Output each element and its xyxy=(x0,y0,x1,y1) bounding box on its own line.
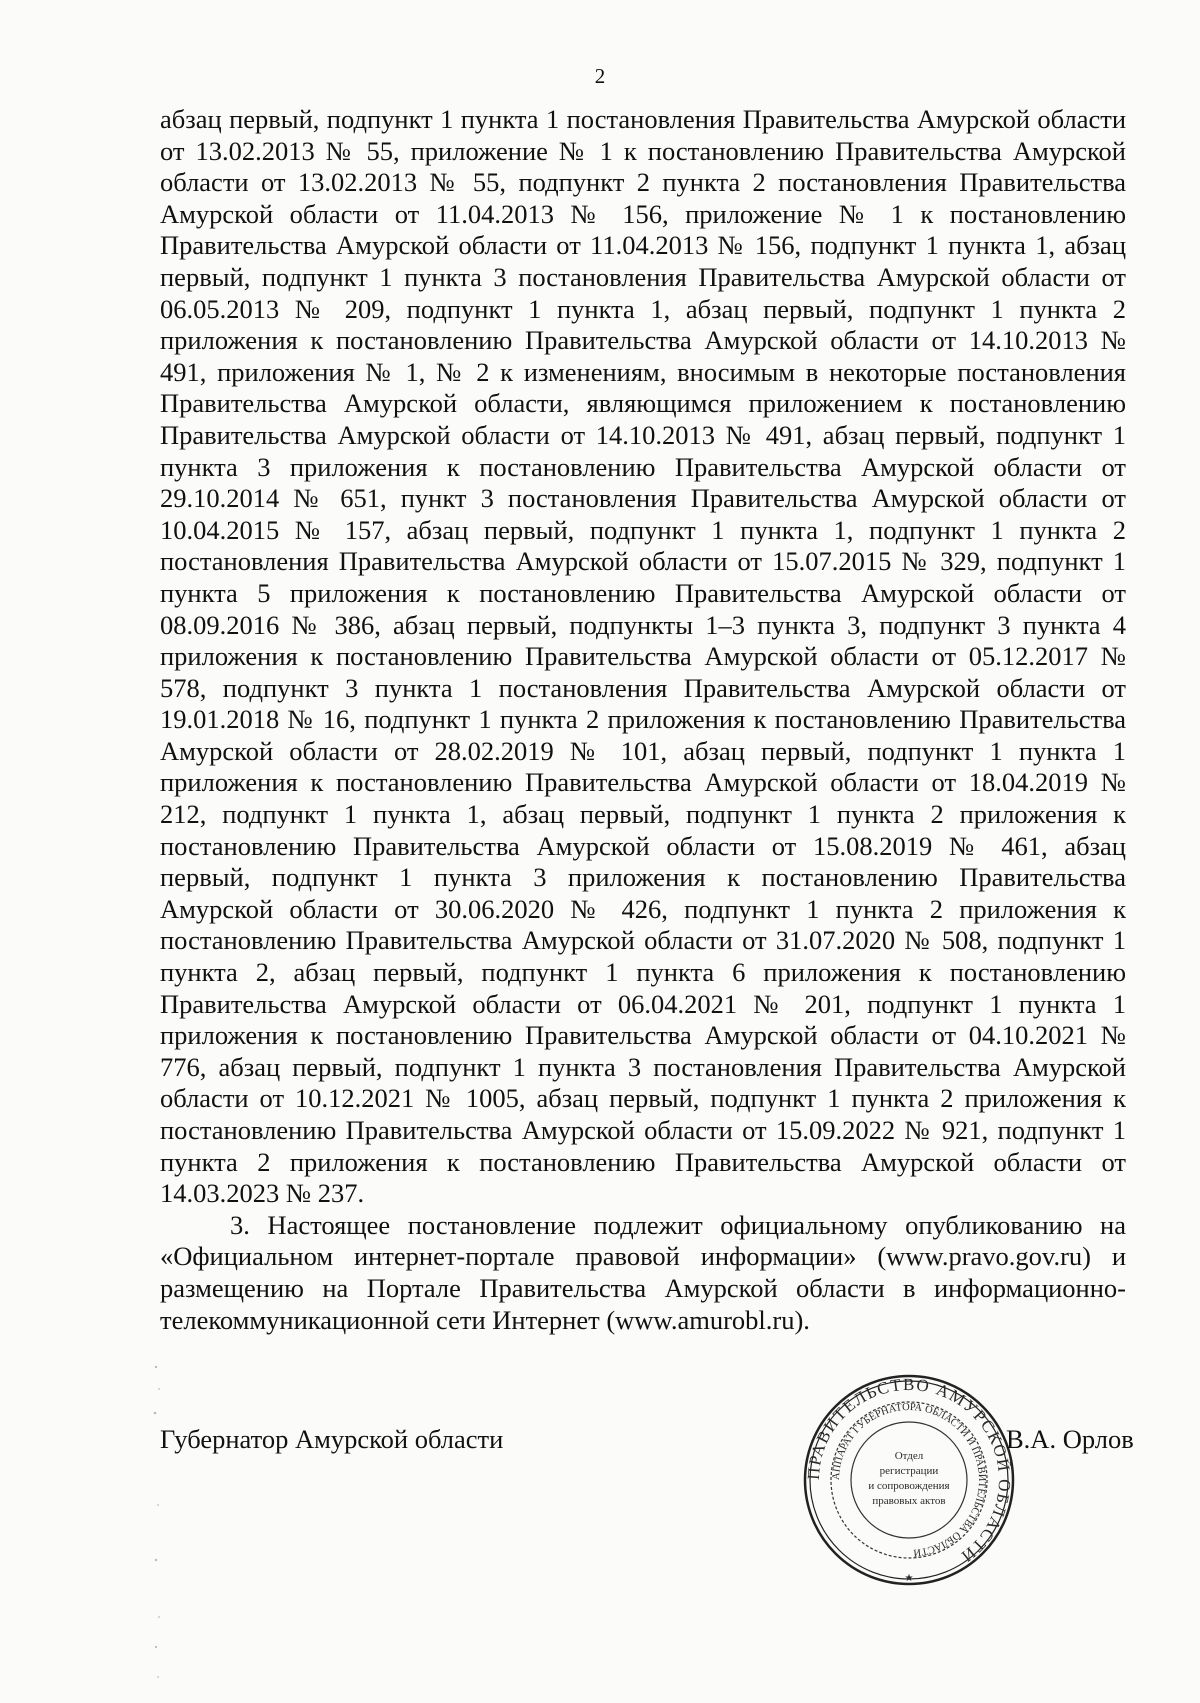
signer-title: Губернатор Амурской области xyxy=(160,1424,504,1454)
scan-noise-marks xyxy=(150,1355,166,1695)
document-body xyxy=(160,104,1126,1336)
seal-center-line-3: и сопровождения xyxy=(868,1480,950,1492)
signer-name: В.А. Орлов xyxy=(1006,1424,1134,1454)
seal-outer-text: ПРАВИТЕЛЬСТВО АМУРСКОЙ ОБЛАСТИ xyxy=(803,1374,1015,1567)
paragraph-repealed-acts: абзац первый, подпункт 1 пункта 1 постановления Правительства Амурской области от 13.02.2013 № 55, приложение № 1 к постановлению Правительства Амурской области от 13.02.2013 № 55, подпункт 2 пункта 2 постановления Правительства Амурской области от 11.04.2013 № 156, приложение № 1 к постановлению Правительства Амурской области от 11.04.2013 № 156, подпункт 1 пункта 1, абзац первый, подпункт 1 пункта 3 постановления Правительства Амурской области от 06.05.2013 № 209, подпункт 1 пункта 1, абзац первый, подпункт 1 пункта 2 приложения к постановлению Правительства Амурской области от 14.10.2013 № 491, приложения № 1, № 2 к изменениям, вносимым в некоторые постановления Правительства Амурской области, являющимся приложением к постановлению Правительства Амурской области от 14.10.2013 № 491, абзац первый, подпункт 1 пункта 3 приложения к постановлению Правительства Амурской области от 29.10.2014 № 651, пункт 3 постановления Правительства Амурской области от 10.04.2015 № 157, абзац первый, подпункт 1 пункта 1, подпункт 1 пункта 2 постановления Правительства Амурской области от 15.07.2015 № 329, подпункт 1 пункта 5 приложения к постановлению Правительства Амурской области от 08.09.2016 № 386, абзац первый, подпункты 1–3 пункта 3, подпункт 3 пункта 4 приложения к постановлению Правительства Амурской области от 05.12.2017 № 578, подпункт 3 пункта 1 постановления Правительства Амурской области от 19.01.2018 № 16, подпункт 1 пункта 2 приложения к постановлению Правительства Амурской области от 28.02.2019 № 101, абзац первый, подпункт 1 пункта 1 приложения к постановлению Правительства Амурской области от 18.04.2019 № 212, подпункт 1 пункта 1, абзац первый, подпункт 1 пункта 2 приложения к постановлению Правительства Амурской области от 15.08.2019 № 461, абзац первый, подпункт 1 пункта 3 приложения к постановлению Правительства Амурской области от 30.06.2020 № 426, подпункт 1 пункта 2 приложения к постановлению Правительства Амурской области от 31.07.2020 № 508, подпункт 1 пункта 2, абзац первый, подпункт 1 пункта 6 приложения к постановлению Правительства Амурской области от 06.04.2021 № 201, подпункт 1 пункта 1 приложения к постановлению Правительства Амурской области от 04.10.2021 № 776, абзац первый, подпункт 1 пункта 3 постановления Правительства Амурской области от 10.12.2021 № 1005, абзац первый, подпункт 1 пункта 2 приложения к постановлению Правительства Амурской области от 15.09.2022 № 921, подпункт 1 пункта 2 приложения к постановлению Правительства Амурской области от 14.03.2023 № 237. xyxy=(160,104,1126,1209)
seal-center-line-4: правовых актов xyxy=(872,1495,946,1507)
official-seal xyxy=(802,1373,1016,1587)
seal-star-icon: ★ xyxy=(904,1573,914,1584)
seal-center-line-1: Отдел xyxy=(894,1450,924,1462)
paragraph-publication: 3. Настоящее постановление подлежит официальному опубликованию на «Официальном интернет-портале правовой информации» (www.pravo.gov.ru) и размещению на Портале Правительства Амурской области в информационно-телекоммуникационной сети Интернет (www.amurobl.ru). xyxy=(160,1209,1126,1335)
seal-inner-text: АППАРАТ ГУБЕРНАТОРА ОБЛАСТИ И ПРАВИТЕЛЬСТВА ОБЛАСТИ xyxy=(830,1401,988,1558)
seal-center-line-2: регистрации xyxy=(879,1465,939,1477)
page-number: 2 xyxy=(594,64,606,88)
